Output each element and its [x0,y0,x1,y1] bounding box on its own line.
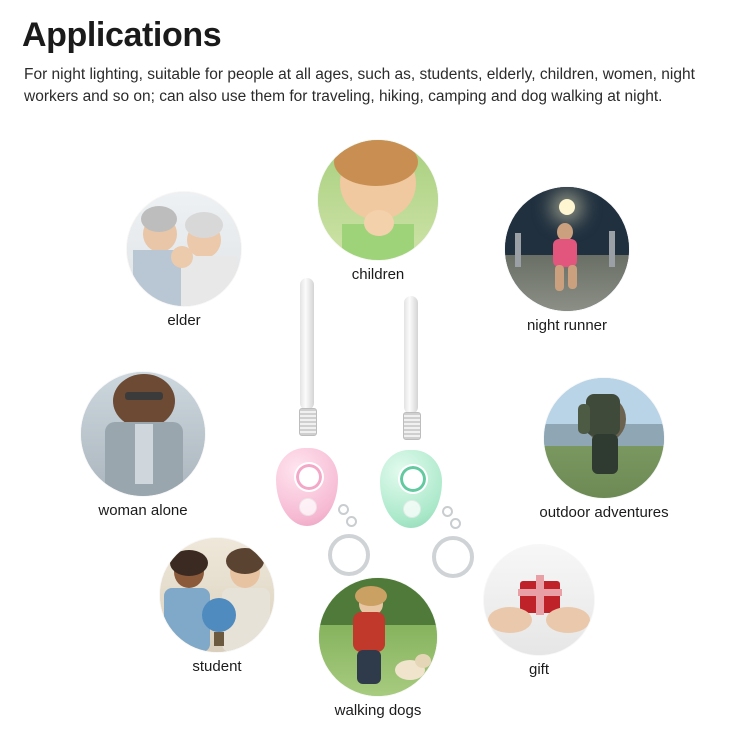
application-caption: gift [528,661,549,678]
product-image [262,272,482,592]
woman-alone-photo [81,372,205,496]
application-caption: outdoor adventures [539,504,669,521]
student-photo [160,538,274,652]
application-card-elder [122,192,246,329]
application-caption: student [192,658,242,675]
application-caption: walking dogs [334,702,422,719]
right-clip [403,412,421,440]
left-lens [294,462,324,492]
application-card-woman-alone [76,372,210,519]
application-card-outdoor-adventures [519,378,689,521]
application-card-student [155,538,279,675]
application-caption: elder [167,312,201,329]
left-clip [299,408,317,436]
left-chain-link [346,516,357,527]
application-card-gift [479,545,599,678]
page-title: Applications [22,16,222,54]
left-button [299,498,317,516]
right-alarm-body [380,450,442,528]
right-strap [404,296,418,414]
left-alarm-body [276,448,338,526]
right-key-ring [432,536,474,578]
left-chain-link [338,504,349,515]
right-button [403,500,421,518]
right-lens [398,464,428,494]
right-chain-link [450,518,461,529]
children-photo [318,140,438,260]
application-card-children [313,140,443,283]
outdoor-adventures-photo [544,378,664,498]
application-caption: night runner [526,317,608,334]
gift-photo [484,545,594,655]
left-strap [300,278,314,410]
application-caption: woman alone [98,502,188,519]
left-key-ring [328,534,370,576]
application-card-night-runner [500,187,634,334]
night-runner-photo [505,187,629,311]
walking-dogs-photo [319,578,437,696]
page-description: For night lighting, suitable for people at all ages, such as, students, elderly, children, women, night workers and so on; can also use them for traveling, hiking, camping and dog walking at night. [24,66,695,105]
right-chain-link [442,506,453,517]
application-caption: children [351,266,405,283]
application-card-walking-dogs [310,578,446,719]
elder-photo [127,192,241,306]
